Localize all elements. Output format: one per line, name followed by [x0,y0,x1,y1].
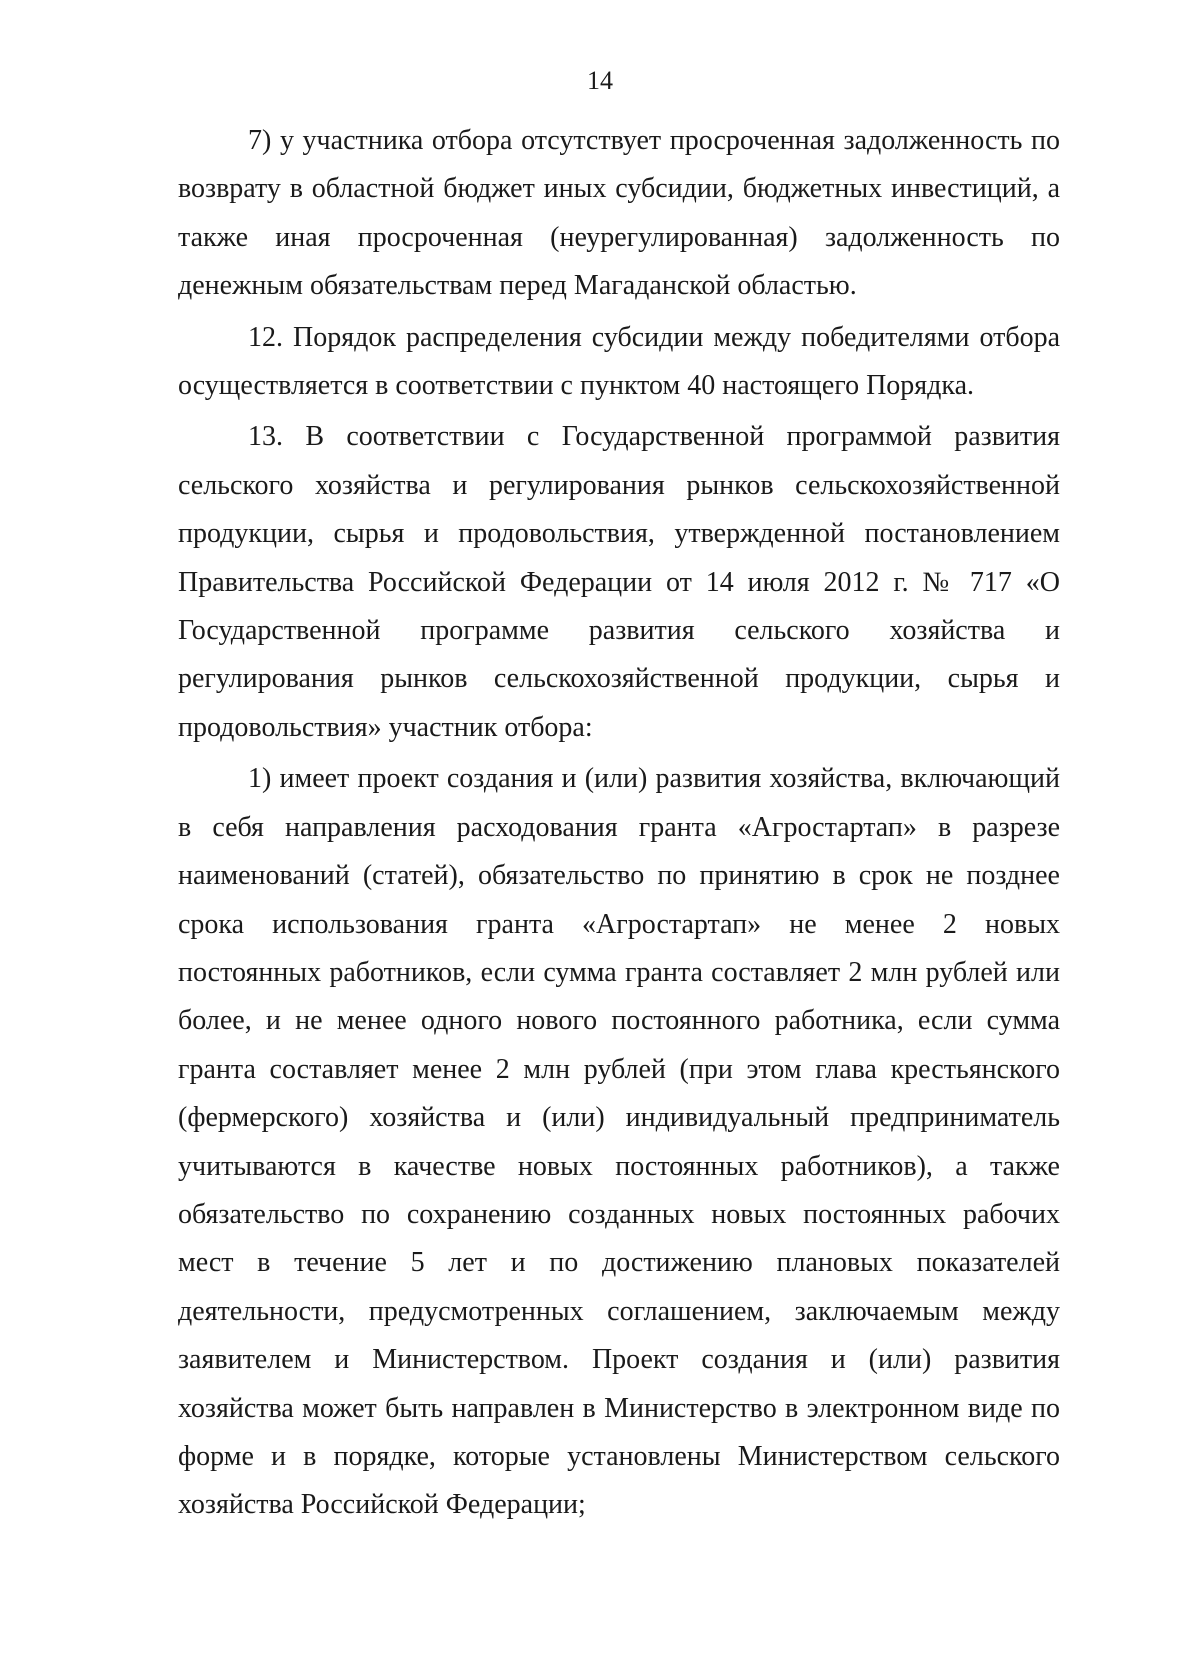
paragraph-section-12: 12. Порядок распределения субсидии между победителями отбора осуществляется в соответствии с пунктом 40 настоящего Порядка. [178,321,1060,402]
paragraph-item-1: 1) имеет проект создания и (или) развития хозяйства, включающий в себя направления расходования гранта «Агростартап» в разрезе наименований (статей), обязательство по принятию в срок не позднее срока использования гранта «Агростартап» не менее 2 новых постоянных работников, если сумма гранта составляет 2 млн рублей или более, и не менее одного нового постоянного работника, если сумма гранта составляет менее 2 млн рублей (при этом глава крестьянского (фермерского) хозяйства и (или) индивидуальный предприниматель учитываются в качестве новых постоянных работников), а также обязательство по сохранению созданных новых постоянных рабочих мест в течение 5 лет и по достижению плановых показателей деятельности, предусмотренных соглашением, заключаемым между заявителем и Министерством. Проект создания и (или) развития хозяйства может быть направлен в Министерство в электронном виде по форме и в порядке, которые установлены Министерством сельского хозяйства Российской Федерации; [178,763,1060,1521]
document-body [178,117,1060,1533]
paragraph-item-7: 7) у участника отбора отсутствует просроченная задолженность по возврату в областной бюджет иных субсидии, бюджетных инвестиций, а также иная просроченная (неурегулированная) задолженность по денежным обязательствам перед Магаданской областью. [178,125,1060,302]
page-number: 14 [587,66,613,95]
paragraph-section-13: 13. В соответствии с Государственной программой развития сельского хозяйства и регулирования рынков сельскохозяйственной продукции, сырья и продовольствия, утвержденной постановлением Правительства Российской Федерации от 14 июля 2012 г. № 717 «О Государственной программе развития сельского хозяйства и регулирования рынков сельскохозяйственной продукции, сырья и продовольствия» участник отбора: [178,421,1060,743]
